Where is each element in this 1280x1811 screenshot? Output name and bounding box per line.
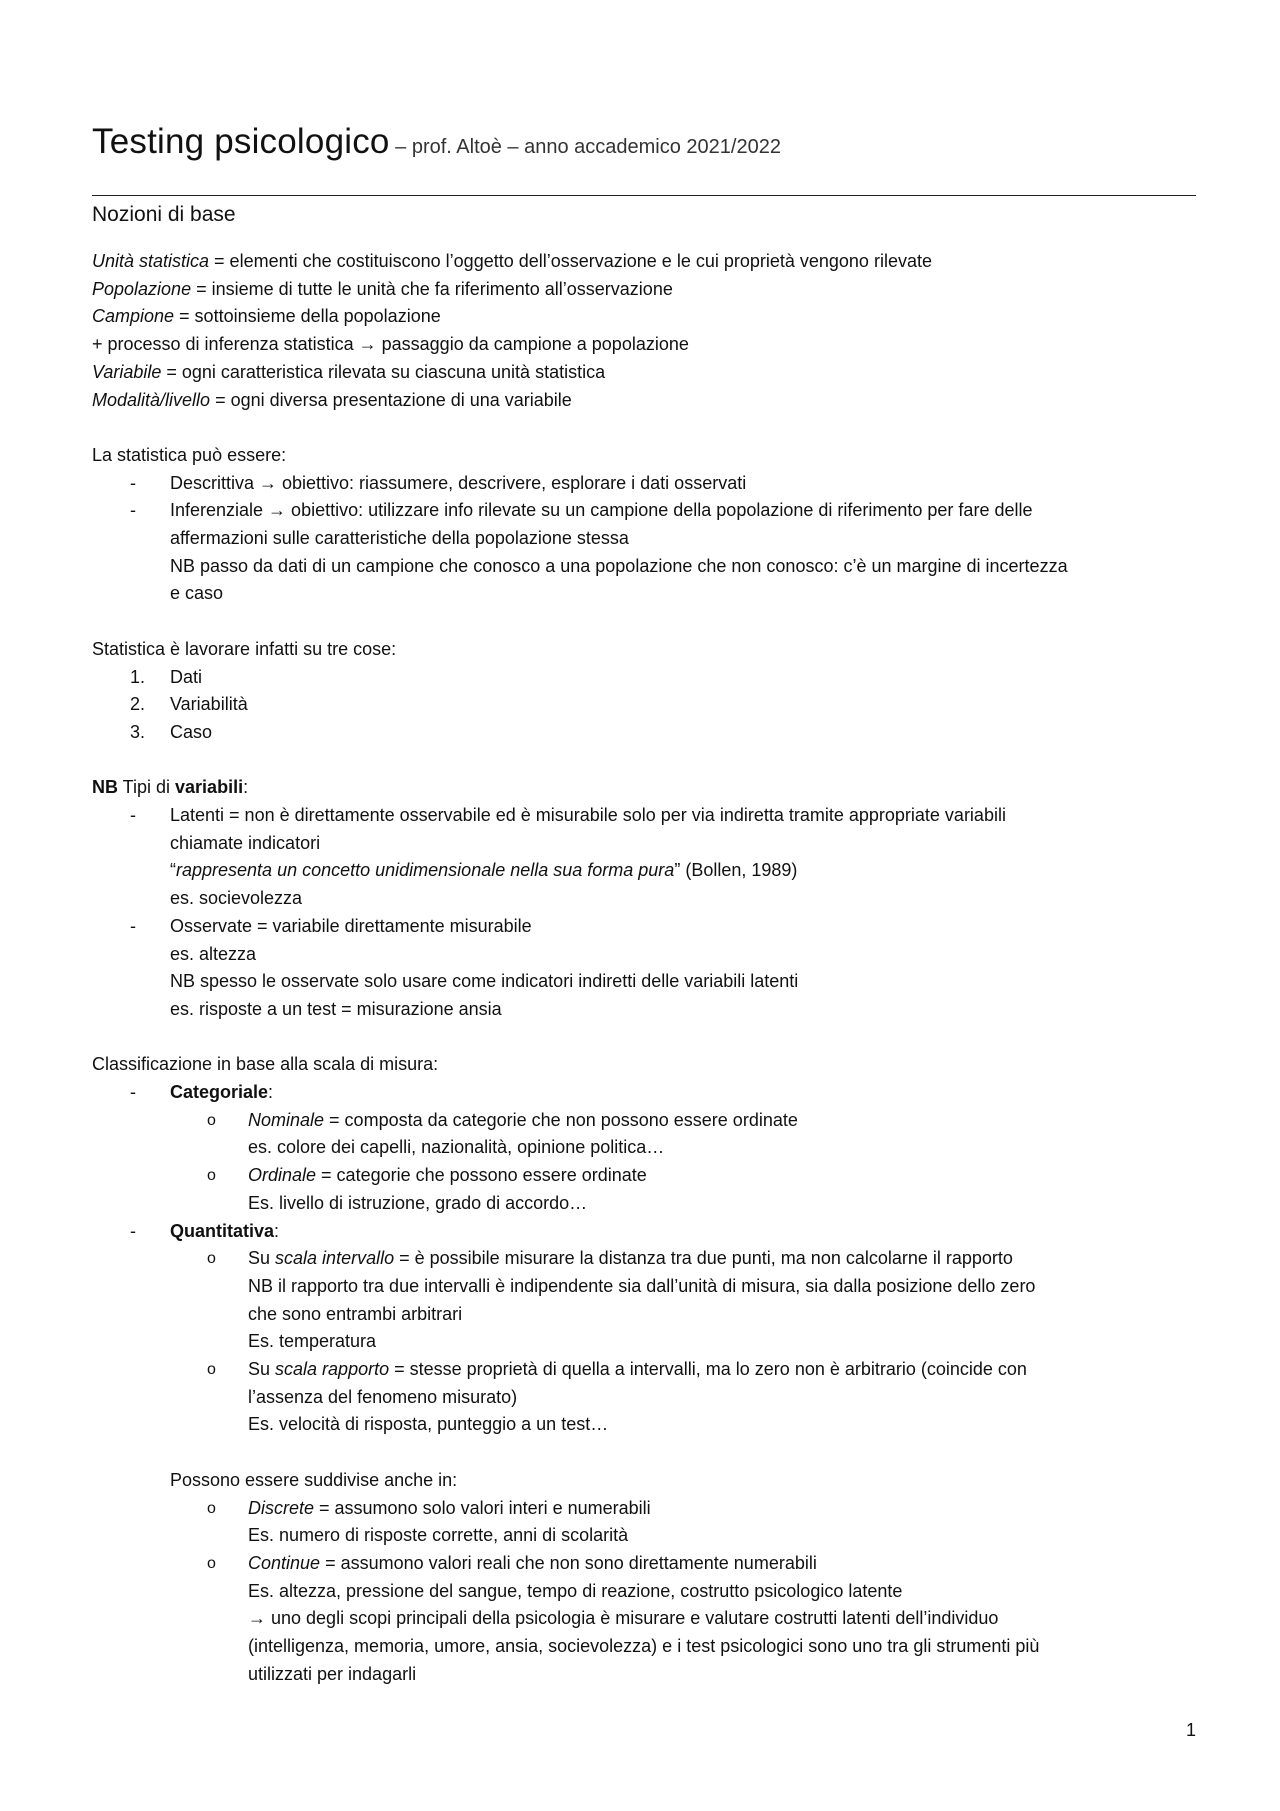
italic-term: scala intervallo — [275, 1248, 395, 1269]
sub-list-item — [92, 1495, 1196, 1550]
list-item — [92, 497, 1196, 608]
sub-item-text: → uno degli scopi principali della psicologia è misurare e valutare costrutti latenti dell’individuo — [248, 1608, 999, 1629]
quote-citation: ” (Bollen, 1989) — [674, 860, 798, 881]
sub-item-text: Es. temperatura — [248, 1331, 377, 1352]
list-item — [92, 1218, 1196, 1246]
list-item-text: Categoriale: — [170, 1082, 274, 1103]
sub-item-text: l’assenza del fenomeno misurato) — [248, 1386, 518, 1407]
sub-item-text: Es. altezza, pressione del sangue, tempo di reazione, costrutto psicologico latente — [248, 1580, 903, 1601]
sub-item-text: Es. numero di risposte corrette, anni di scolarità — [248, 1525, 629, 1546]
definition-line — [92, 303, 1196, 331]
sub-list-item — [92, 1162, 1196, 1217]
list-item-text: chiamate indicatori — [170, 832, 321, 853]
definition-text: = insieme di tutte le unità che fa riferimento all’osservazione — [191, 278, 673, 299]
bullet-dash: - — [130, 1220, 136, 1241]
spacer — [92, 414, 1196, 442]
bullet-circle: o — [207, 1361, 216, 1379]
item-text: Caso — [170, 721, 213, 742]
sub-list-item — [92, 1245, 1196, 1356]
italic-term: Nominale — [248, 1109, 325, 1130]
title-main: Testing psicologico — [92, 122, 390, 161]
paragraph: Classificazione in base alla scala di misura: — [92, 1054, 439, 1075]
list-item — [92, 802, 1196, 913]
bullet-dash: - — [130, 472, 136, 493]
section-heading: Nozioni di base — [92, 203, 236, 226]
item-number: 1. — [130, 666, 146, 687]
definition-text: = elementi che costituiscono l’oggetto dell’osservazione e le cui proprietà vengono rilevate — [209, 251, 932, 271]
list-item-text: e caso — [170, 583, 224, 604]
definition-line — [92, 248, 1196, 276]
document-body — [92, 248, 1196, 1688]
list-item-text: NB passo da dati di un campione che conosco a una popolazione che non conosco: c’è un margine di incertezza — [170, 555, 1068, 576]
spacer — [92, 1024, 1196, 1052]
definition-line — [92, 387, 1196, 415]
sub-list-item — [92, 1550, 1196, 1689]
sub-item-text: es. colore dei capelli, nazionalità, opinione politica… — [248, 1137, 665, 1158]
title-subtitle: – prof. Altoè – anno accademico 2021/2022 — [389, 136, 781, 158]
numbered-item — [92, 719, 1196, 747]
bullet-circle: o — [207, 1250, 216, 1268]
spacer — [92, 1439, 1196, 1467]
definition-term: Modalità/livello — [92, 389, 211, 410]
quote-mark: “ — [170, 860, 176, 881]
definition-text: = ogni caratteristica rilevata su ciascuna unità statistica — [161, 361, 606, 382]
definition-term: Campione — [92, 306, 175, 327]
bullet-dash: - — [130, 1082, 136, 1103]
list-item-text: es. altezza — [170, 943, 257, 964]
title-divider — [92, 195, 1196, 196]
definition-text: = ogni diversa presentazione di una variabile — [210, 389, 572, 410]
page-number: 1 — [1185, 1720, 1196, 1740]
list-item-text: NB spesso le osservate solo usare come indicatori indiretti delle variabili latenti — [170, 971, 799, 992]
italic-term: Ordinale — [248, 1165, 317, 1186]
paragraph — [92, 774, 1196, 802]
list-item-text: es. socievolezza — [170, 888, 303, 909]
sub-item-text — [248, 1356, 1196, 1384]
quote-text: rappresenta un concetto unidimensionale nella sua forma pura — [176, 860, 675, 881]
sub-item-desc: = composta da categorie che non possono essere ordinate — [324, 1109, 798, 1130]
sub-list-item — [92, 1356, 1196, 1439]
italic-term: Continue — [248, 1552, 321, 1573]
bullet-dash: - — [130, 805, 136, 826]
nb-label: NB — [92, 777, 118, 798]
sub-item-prefix: Su — [248, 1248, 276, 1269]
bullet-circle: o — [207, 1111, 216, 1129]
list-item — [92, 1079, 1196, 1107]
sub-item-text — [248, 1245, 1196, 1273]
sub-item-text: (intelligenza, memoria, umore, ansia, socievolezza) e i test psicologici sono uno tra gli strumenti più — [248, 1636, 1040, 1657]
definition-line — [92, 276, 1196, 304]
document-title — [92, 122, 781, 162]
bullet-dash: - — [130, 500, 136, 521]
sub-item-text: Es. livello di istruzione, grado di accordo… — [248, 1192, 588, 1213]
list-item — [92, 913, 1196, 1024]
italic-term: Discrete — [248, 1497, 315, 1518]
sub-item-desc: = stesse proprietà di quella a intervalli, ma lo zero non è arbitrario (coincide con — [389, 1359, 1027, 1380]
bullet-circle: o — [207, 1499, 216, 1517]
sub-list-item — [92, 1107, 1196, 1162]
bullet-circle: o — [207, 1167, 216, 1185]
definition-text: + processo di inferenza statistica → passaggio da campione a popolazione — [92, 334, 689, 355]
paragraph-text: Tipi di — [118, 777, 176, 798]
quote-line — [170, 857, 1196, 885]
sub-item-text: Es. velocità di risposta, punteggio a un test… — [248, 1414, 609, 1435]
list-item-text: affermazioni sulle caratteristiche della popolazione stessa — [170, 528, 629, 549]
sub-item-desc: = è possibile misurare la distanza tra due punti, ma non calcolarne il rapporto — [394, 1248, 1013, 1269]
numbered-item — [92, 664, 1196, 692]
sub-item-text — [248, 1162, 1196, 1190]
paragraph: La statistica può essere: — [92, 444, 287, 465]
definition-line — [92, 331, 1196, 359]
sub-item-text: utilizzati per indagarli — [248, 1663, 417, 1684]
definition-term: Variabile — [92, 361, 162, 382]
bold-term: Categoriale — [170, 1082, 269, 1103]
definition-line — [92, 359, 1196, 387]
bullet-dash: - — [130, 915, 136, 936]
item-text: Variabilità — [170, 694, 248, 715]
definition-text: = sottoinsieme della popolazione — [174, 306, 441, 327]
sub-item-text — [248, 1495, 1196, 1523]
list-item-text: Latenti = non è direttamente osservabile ed è misurabile solo per via indiretta tramite appropriate variabili — [170, 805, 1006, 826]
item-number: 2. — [130, 694, 146, 715]
sub-item-text — [248, 1550, 1196, 1578]
paragraph: Statistica è lavorare infatti su tre cose: — [92, 638, 397, 659]
bullet-circle: o — [207, 1554, 216, 1572]
paragraph: Possono essere suddivise anche in: — [170, 1469, 458, 1490]
definition-term: Unità statistica — [92, 251, 210, 271]
sub-item-desc: = assumono solo valori interi e numerabili — [314, 1497, 651, 1518]
paragraph-text: : — [243, 777, 249, 798]
list-item-text: es. risposte a un test = misurazione ansia — [170, 998, 502, 1019]
list-item-text: Quantitativa: — [170, 1220, 280, 1241]
sub-item-desc: = assumono valori reali che non sono direttamente numerabili — [320, 1552, 817, 1573]
bold-term: variabili — [175, 777, 244, 798]
list-item-text: Inferenziale → obiettivo: utilizzare info rilevate su un campione della popolazione di riferimento per fare delle — [170, 500, 1033, 521]
sub-item-text: NB il rapporto tra due intervalli è indipendente sia dall’unità di misura, sia dalla posizione dello zero — [248, 1275, 1036, 1296]
bold-term: Quantitativa — [170, 1220, 275, 1241]
item-text: Dati — [170, 666, 203, 687]
numbered-item — [92, 691, 1196, 719]
sub-item-prefix: Su — [248, 1359, 276, 1380]
spacer — [92, 608, 1196, 636]
italic-term: scala rapporto — [275, 1359, 390, 1380]
sub-item-text — [248, 1107, 1196, 1135]
sub-item-desc: = categorie che possono essere ordinate — [316, 1165, 647, 1186]
list-item-text: Osservate = variabile direttamente misurabile — [170, 915, 532, 936]
list-item-text: Descrittiva → obiettivo: riassumere, descrivere, esplorare i dati osservati — [170, 472, 747, 493]
sub-item-text: che sono entrambi arbitrari — [248, 1303, 463, 1324]
definition-term: Popolazione — [92, 278, 192, 299]
item-number: 3. — [130, 721, 146, 742]
list-item — [92, 470, 1196, 498]
spacer — [92, 747, 1196, 775]
